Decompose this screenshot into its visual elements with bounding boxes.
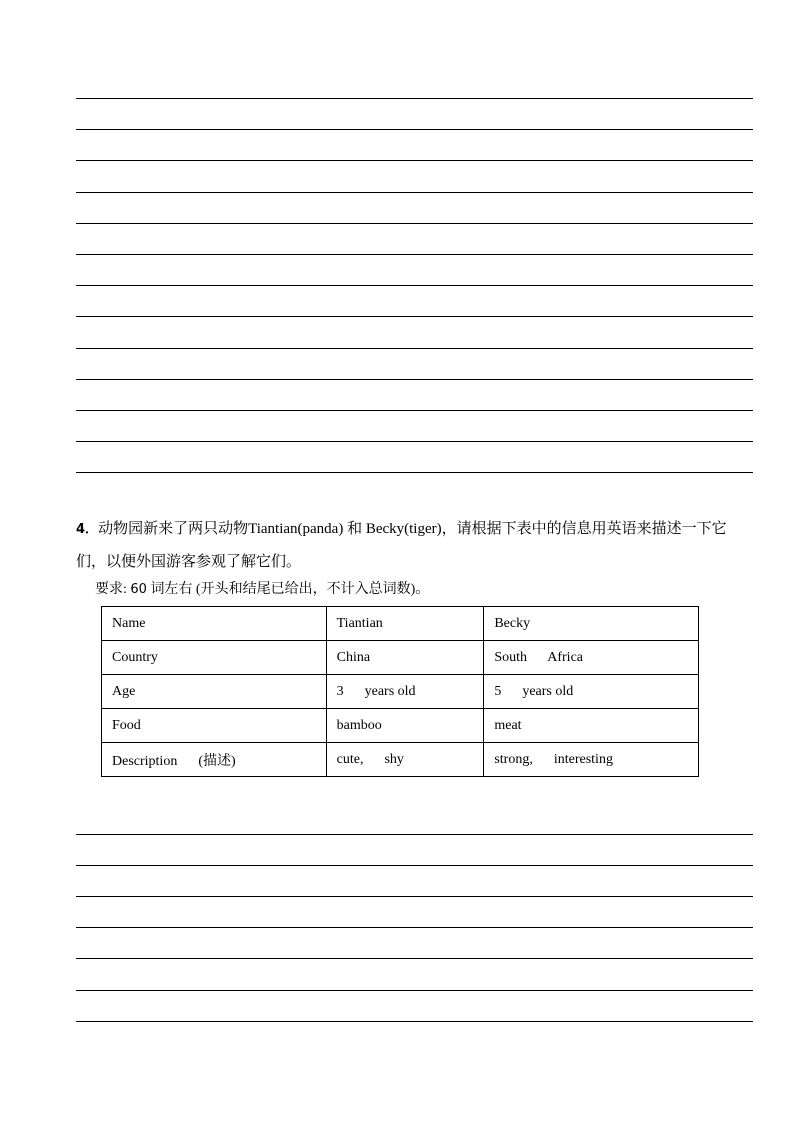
cell-food-label: Food	[102, 709, 327, 743]
writing-line[interactable]	[76, 410, 753, 411]
writing-line[interactable]	[76, 160, 753, 161]
cell-description-tiantian: cute, shy	[326, 743, 484, 777]
writing-line[interactable]	[76, 254, 753, 255]
cell-name-becky: Becky	[484, 607, 699, 641]
requirement-line	[95, 579, 429, 601]
writing-line[interactable]	[76, 1021, 753, 1022]
writing-line[interactable]	[76, 896, 753, 897]
writing-line[interactable]	[76, 129, 753, 130]
animal-info-table	[101, 606, 699, 777]
cell-description-label: Description (描述)	[102, 743, 327, 777]
table-row-age	[102, 675, 699, 709]
writing-line[interactable]	[76, 285, 753, 286]
cell-country-label: Country	[102, 641, 327, 675]
question-number: 4	[76, 522, 86, 537]
writing-line[interactable]	[76, 834, 753, 835]
writing-line[interactable]	[76, 958, 753, 959]
writing-line[interactable]	[76, 927, 753, 928]
cell-country-tiantian: China	[326, 641, 484, 675]
requirement-word-count: 60	[130, 582, 147, 597]
question-number-dot: ．	[85, 522, 99, 537]
question-4	[76, 513, 736, 578]
writing-line[interactable]	[76, 865, 753, 866]
writing-line[interactable]	[76, 379, 753, 380]
cell-name-label: Name	[102, 607, 327, 641]
cell-country-becky: South Africa	[484, 641, 699, 675]
writing-line[interactable]	[76, 472, 753, 473]
table-row-country	[102, 641, 699, 675]
table-row-name	[102, 607, 699, 641]
requirement-suffix: 词左右 (开头和结尾已给出，不计入总词数)。	[146, 582, 430, 597]
cell-age-tiantian: 3 years old	[326, 675, 484, 709]
writing-line[interactable]	[76, 441, 753, 442]
table-row-food	[102, 709, 699, 743]
cell-age-label: Age	[102, 675, 327, 709]
writing-line[interactable]	[76, 223, 753, 224]
requirement-prefix: 要求:	[95, 582, 131, 597]
cell-name-tiantian: Tiantian	[326, 607, 484, 641]
cell-age-becky: 5 years old	[484, 675, 699, 709]
table-row-description	[102, 743, 699, 777]
writing-line[interactable]	[76, 192, 753, 193]
cell-food-becky: meat	[484, 709, 699, 743]
writing-line[interactable]	[76, 990, 753, 991]
question-prompt: 动物园新来了两只动物Tiantian(panda) 和 Becky(tiger)，请根据下表中的信息用英语来描述一下它们，以便外国游客参观了解它们。	[76, 521, 727, 570]
writing-line[interactable]	[76, 316, 753, 317]
writing-line[interactable]	[76, 98, 753, 99]
writing-line[interactable]	[76, 348, 753, 349]
cell-description-becky: strong, interesting	[484, 743, 699, 777]
cell-food-tiantian: bamboo	[326, 709, 484, 743]
